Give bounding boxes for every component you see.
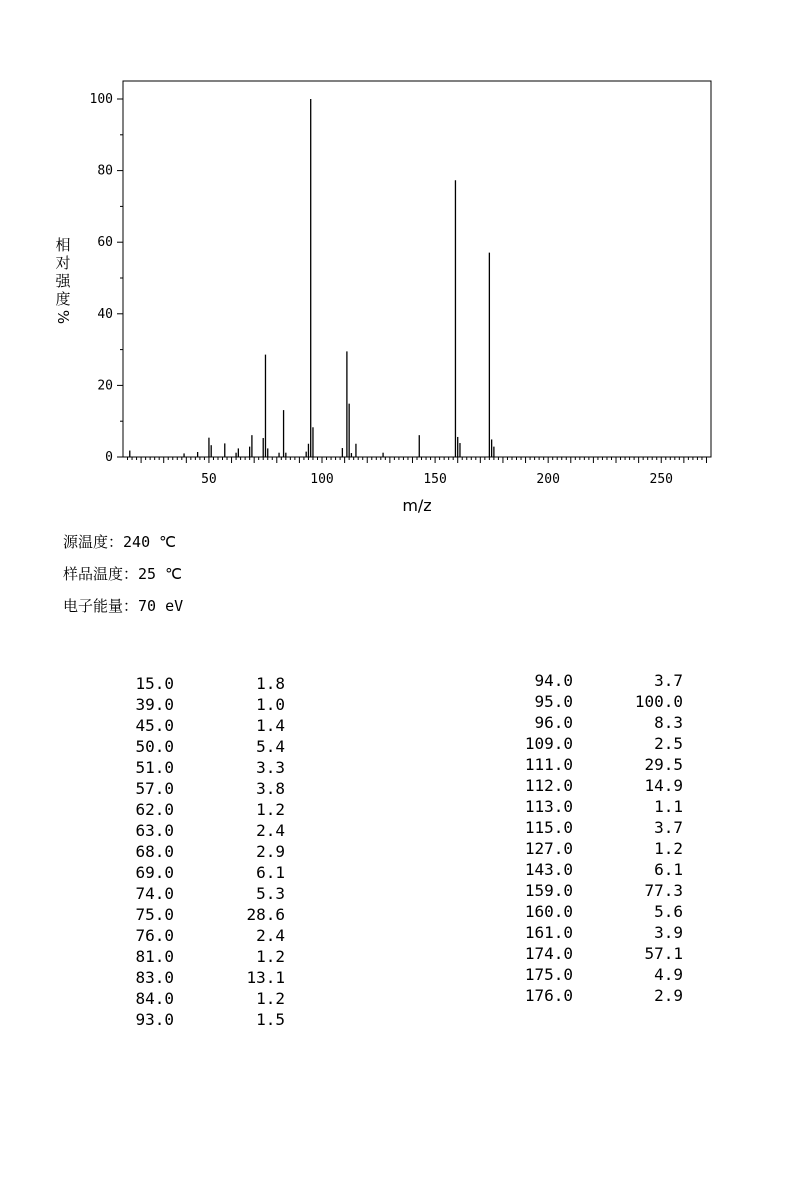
- intensity-value: 1.4: [256, 716, 285, 735]
- table-row: [66, 736, 285, 757]
- intensity-value: 2.9: [654, 986, 683, 1005]
- table-row: [464, 859, 683, 880]
- y-axis-label-char: 强: [55, 272, 71, 290]
- y-tick-label: 0: [105, 450, 113, 465]
- mz-value: 93.0: [135, 1010, 174, 1029]
- intensity-value: 29.5: [644, 755, 683, 774]
- intensity-value: 2.4: [256, 821, 285, 840]
- table-row: [464, 943, 683, 964]
- table-row: [66, 778, 285, 799]
- table-row: [464, 775, 683, 796]
- mz-value: 174.0: [524, 944, 573, 963]
- sample-temperature-label: 样品温度：: [63, 565, 139, 583]
- x-tick-label: 50: [201, 472, 217, 487]
- mz-value: 111.0: [524, 755, 573, 774]
- intensity-value: 1.2: [256, 800, 285, 819]
- mz-value: 84.0: [135, 989, 174, 1008]
- table-row: [464, 712, 683, 733]
- table-row: [464, 670, 683, 691]
- mz-value: 159.0: [524, 881, 573, 900]
- intensity-value: 1.2: [654, 839, 683, 858]
- sample-temperature-value: 25 ℃: [138, 565, 182, 583]
- y-tick-label: 60: [97, 235, 113, 251]
- table-row: [464, 922, 683, 943]
- x-axis-label: m/z: [402, 496, 432, 515]
- plot-frame: [123, 81, 711, 457]
- mz-value: 81.0: [135, 947, 174, 966]
- intensity-value: 2.9: [256, 842, 285, 861]
- mz-value: 115.0: [524, 818, 573, 837]
- intensity-value: 3.7: [654, 671, 683, 690]
- table-row: [66, 904, 285, 925]
- intensity-value: 8.3: [654, 713, 683, 732]
- mz-value: 95.0: [534, 692, 573, 711]
- table-row: [464, 985, 683, 1006]
- intensity-value: 77.3: [644, 881, 683, 900]
- intensity-value: 3.9: [654, 923, 683, 942]
- table-row: [464, 964, 683, 985]
- mz-value: 57.0: [135, 779, 174, 798]
- x-tick-label: 100: [310, 472, 334, 487]
- table-row: [66, 673, 285, 694]
- intensity-value: 13.1: [246, 968, 285, 987]
- table-row: [464, 691, 683, 712]
- y-axis-label-char: 度: [55, 290, 71, 308]
- mz-value: 15.0: [135, 674, 174, 693]
- intensity-value: 1.5: [256, 1010, 285, 1029]
- intensity-value: 1.8: [256, 674, 285, 693]
- mz-value: 161.0: [524, 923, 573, 942]
- source-temperature-label: 源温度：: [63, 533, 124, 551]
- intensity-value: 1.2: [256, 989, 285, 1008]
- mz-value: 94.0: [534, 671, 573, 690]
- mz-value: 112.0: [524, 776, 573, 795]
- intensity-value: 2.4: [256, 926, 285, 945]
- mz-value: 62.0: [135, 800, 174, 819]
- intensity-value: 5.6: [654, 902, 683, 921]
- mz-value: 175.0: [524, 965, 573, 984]
- intensity-value: 28.6: [246, 905, 285, 924]
- sample-temperature: [63, 563, 182, 584]
- intensity-value: 100.0: [634, 692, 683, 711]
- mz-value: 109.0: [524, 734, 573, 753]
- x-tick-label: 250: [649, 472, 673, 487]
- table-row: [464, 817, 683, 838]
- mass-spectrum-chart: [0, 0, 794, 520]
- intensity-value: 57.1: [644, 944, 683, 963]
- intensity-value: 3.7: [654, 818, 683, 837]
- intensity-value: 5.3: [256, 884, 285, 903]
- table-row: [66, 862, 285, 883]
- mz-value: 176.0: [524, 986, 573, 1005]
- table-row: [464, 901, 683, 922]
- mz-value: 39.0: [135, 695, 174, 714]
- table-row: [464, 880, 683, 901]
- electron-energy-value: 70 eV: [138, 597, 184, 615]
- table-row: [66, 694, 285, 715]
- intensity-value: 4.9: [654, 965, 683, 984]
- y-tick-label: 20: [97, 378, 113, 394]
- mz-value: 69.0: [135, 863, 174, 882]
- y-axis-label-char: 对: [55, 254, 71, 272]
- mz-value: 127.0: [524, 839, 573, 858]
- intensity-value: 1.2: [256, 947, 285, 966]
- intensity-value: 14.9: [644, 776, 683, 795]
- table-row: [66, 1009, 285, 1030]
- table-row: [66, 967, 285, 988]
- table-row: [464, 754, 683, 775]
- table-row: [66, 757, 285, 778]
- mz-value: 76.0: [135, 926, 174, 945]
- x-tick-label: 150: [423, 472, 447, 487]
- y-tick-label: 40: [97, 306, 113, 322]
- table-row: [464, 838, 683, 859]
- table-row: [66, 946, 285, 967]
- table-row: [66, 820, 285, 841]
- y-tick-label: 100: [89, 92, 113, 107]
- peak-table-right: [464, 670, 683, 1006]
- table-row: [66, 841, 285, 862]
- mz-value: 63.0: [135, 821, 174, 840]
- intensity-value: 3.8: [256, 779, 285, 798]
- source-temperature: [63, 531, 176, 552]
- intensity-value: 5.4: [256, 737, 285, 756]
- mz-value: 83.0: [135, 968, 174, 987]
- mz-value: 160.0: [524, 902, 573, 921]
- y-axis-label-char: %: [54, 309, 72, 325]
- intensity-value: 6.1: [654, 860, 683, 879]
- electron-energy: [63, 595, 183, 616]
- intensity-value: 1.1: [654, 797, 683, 816]
- y-axis-label-char: 相: [55, 236, 71, 254]
- mz-value: 68.0: [135, 842, 174, 861]
- mz-value: 96.0: [534, 713, 573, 732]
- mz-value: 113.0: [524, 797, 573, 816]
- y-tick-label: 80: [97, 163, 113, 179]
- intensity-value: 6.1: [256, 863, 285, 882]
- source-temperature-value: 240 ℃: [123, 533, 176, 551]
- x-tick-label: 200: [536, 472, 560, 487]
- intensity-value: 1.0: [256, 695, 285, 714]
- table-row: [66, 715, 285, 736]
- peak-table-left: [66, 673, 285, 1030]
- intensity-value: 2.5: [654, 734, 683, 753]
- table-row: [464, 796, 683, 817]
- intensity-value: 3.3: [256, 758, 285, 777]
- mz-value: 75.0: [135, 905, 174, 924]
- mz-value: 143.0: [524, 860, 573, 879]
- mz-value: 51.0: [135, 758, 174, 777]
- table-row: [66, 925, 285, 946]
- mz-value: 45.0: [135, 716, 174, 735]
- table-row: [66, 883, 285, 904]
- mz-value: 74.0: [135, 884, 174, 903]
- table-row: [66, 988, 285, 1009]
- mz-value: 50.0: [135, 737, 174, 756]
- table-row: [464, 733, 683, 754]
- electron-energy-label: 电子能量：: [63, 597, 139, 615]
- table-row: [66, 799, 285, 820]
